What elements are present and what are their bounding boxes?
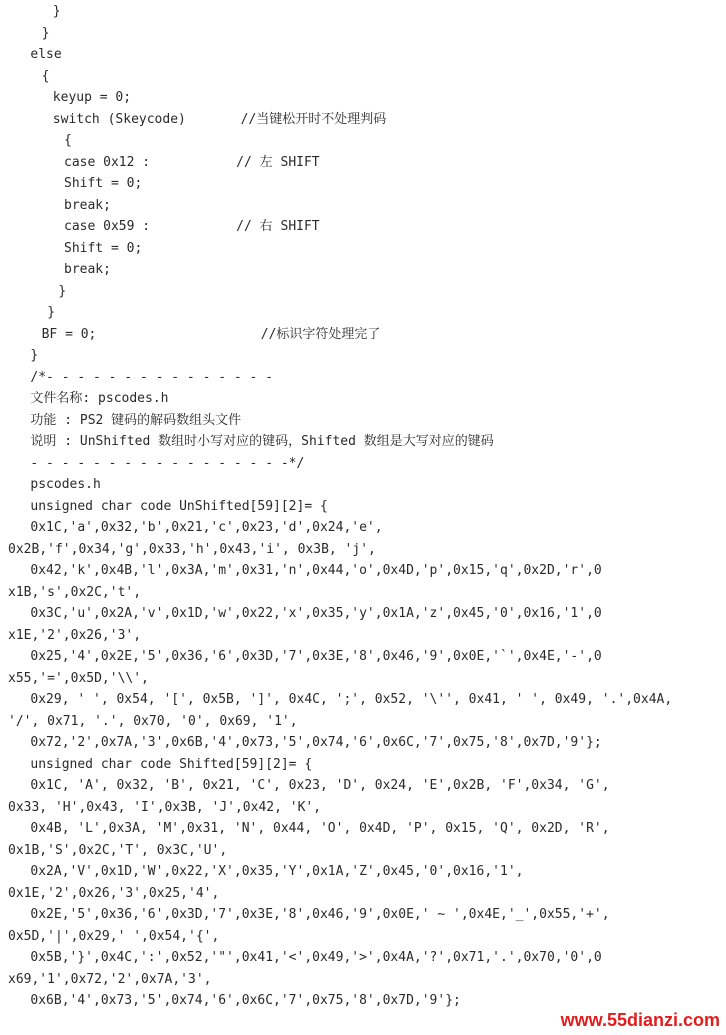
code-line: 文件名称: pscodes.h xyxy=(30,391,169,406)
code-line: 0x4B, 'L',0x3A, 'M',0x31, 'N', 0x44, 'O', 0x4D, 'P', 0x15, 'Q', 0x2D, 'R', xyxy=(30,821,610,836)
code-line: x1B,'s',0x2C,'t', xyxy=(8,584,142,600)
code-line: BF = 0; //标识字符处理完了 xyxy=(41,326,381,342)
code-line: 功能 : PS2 键码的解码数组头文件 xyxy=(30,412,242,428)
code-line: 0x2A,'V',0x1D,'W',0x22,'X',0x35,'Y',0x1A,'Z',0x45,'0',0x16,'1', xyxy=(30,864,524,879)
code-line: } xyxy=(30,348,39,363)
code-line: case 0x59 : // 右 SHIFT xyxy=(64,219,320,234)
code-line: } xyxy=(58,283,67,299)
code-line: } xyxy=(47,305,56,320)
code-line: } xyxy=(41,25,50,41)
code-line: Shift = 0; xyxy=(64,240,143,256)
code-line: break; xyxy=(64,197,111,213)
code-line: 0x6B,'4',0x73,'5',0x74,'6',0x6C,'7',0x75,'8',0x7D,'9'}; xyxy=(30,993,461,1008)
code-line: 0x1B,'S',0x2C,'T', 0x3C,'U', xyxy=(8,842,228,858)
code-line: 0x1C,'a',0x32,'b',0x21,'c',0x23,'d',0x24,'e', xyxy=(30,520,383,535)
code-line: - - - - - - - - - - - - - - - - -*/ xyxy=(30,455,305,471)
code-line: keyup = 0; xyxy=(52,90,132,105)
code-line: { xyxy=(64,133,72,148)
code-line: 0x3C,'u',0x2A,'v',0x1D,'w',0x22,'x',0x35,'y',0x1A,'z',0x45,'0',0x16,'1',0 xyxy=(30,606,602,621)
code-line: unsigned char code Shifted[59][2]= { xyxy=(30,756,313,772)
code-line: else xyxy=(30,47,62,62)
code-line: 0x1C, 'A', 0x32, 'B', 0x21, 'C', 0x23, 'D', 0x24, 'E',0x2B, 'F',0x34, 'G', xyxy=(30,778,610,793)
code-line: case 0x12 : // 左 SHIFT xyxy=(64,154,320,170)
code-line: 0x5D,'|',0x29,' ',0x54,'{', xyxy=(8,928,220,944)
code-line: 0x33, 'H',0x43, 'I',0x3B, 'J',0x42, 'K', xyxy=(8,799,322,815)
code-line: { xyxy=(41,68,50,84)
code-line: 0x72,'2',0x7A,'3',0x6B,'4',0x73,'5',0x74,'6',0x6C,'7',0x75,'8',0x7D,'9'}; xyxy=(30,735,602,750)
code-line: /*- - - - - - - - - - - - - - - xyxy=(30,369,274,385)
code-line: switch (Skeycode) //当键松开时不处理判码 xyxy=(52,111,387,127)
code-line: break; xyxy=(64,262,111,277)
code-line: x55,'=',0x5D,'\\', xyxy=(8,670,149,686)
code-line: pscodes.h xyxy=(30,477,101,492)
code-line: 0x25,'4',0x2E,'5',0x36,'6',0x3D,'7',0x3E,'8',0x46,'9',0x0E,'`',0x4E,'-',0 xyxy=(30,649,602,664)
code-line: unsigned char code UnShifted[59][2]= { xyxy=(30,498,328,514)
code-line: 0x2B,'f',0x34,'g',0x33,'h',0x43,'i', 0x3B, 'j', xyxy=(8,541,376,557)
code-line: 说明 : UnShifted 数组时小写对应的键码，Shifted 数组是大写对应的键码 xyxy=(30,434,494,449)
code-line: '/', 0x71, '.', 0x70, '0', 0x69, '1', xyxy=(8,713,298,729)
code-line: 0x2E,'5',0x36,'6',0x3D,'7',0x3E,'8',0x46,'9',0x0E,' ~ ',0x4E,'_',0x55,'+', xyxy=(30,907,610,922)
code-line: 0x1E,'2',0x26,'3',0x25,'4', xyxy=(8,885,220,901)
code-line: 0x5B,'}',0x4C,':',0x52,'"',0x41,'<',0x49,'>',0x4A,'?',0x71,'.',0x70,'0',0 xyxy=(30,950,602,965)
code-line: 0x29, ' ', 0x54, '[', 0x5B, ']', 0x4C, ';', 0x52, '\'', 0x41, ' ', 0x49, '.',0x4A, xyxy=(30,692,673,707)
code-line: Shift = 0; xyxy=(64,176,143,191)
code-line: x1E,'2',0x26,'3', xyxy=(8,627,142,643)
code-line: 0x42,'k',0x4B,'l',0x3A,'m',0x31,'n',0x44,'o',0x4D,'p',0x15,'q',0x2D,'r',0 xyxy=(30,563,602,578)
watermark: www.55dianzi.com xyxy=(560,1010,720,1030)
code-line: } xyxy=(52,4,61,19)
code-line: x69,'1',0x72,'2',0x7A,'3', xyxy=(8,971,212,987)
